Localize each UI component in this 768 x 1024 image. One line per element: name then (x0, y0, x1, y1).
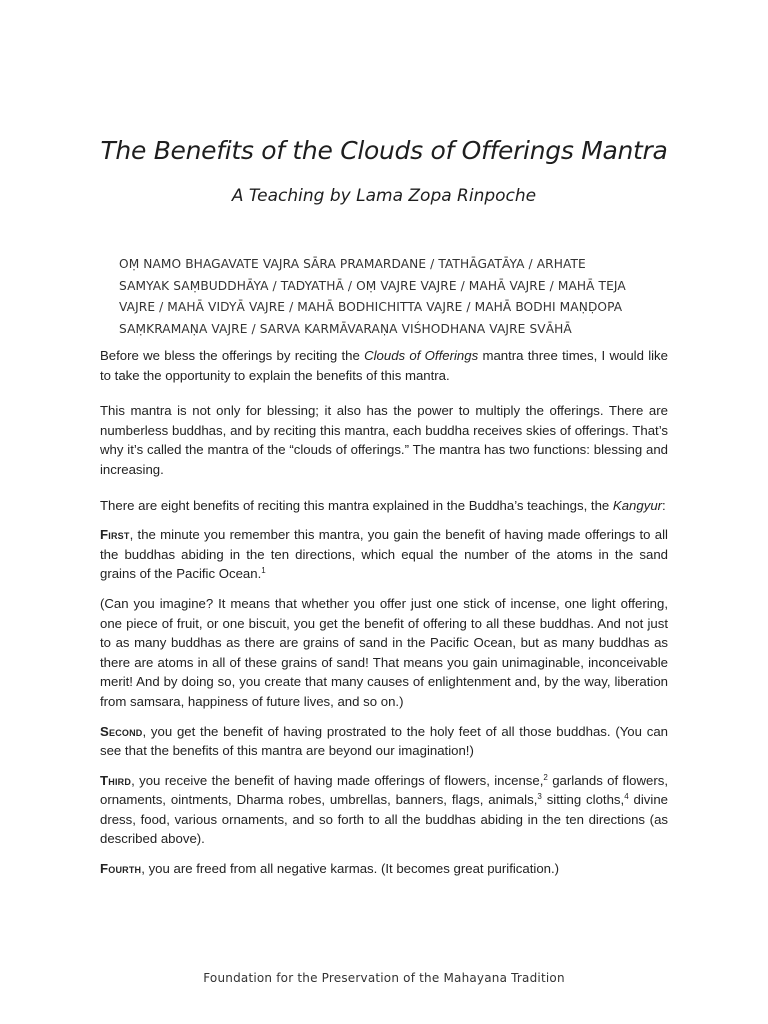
page-subtitle: A Teaching by Lama Zopa Rinpoche (231, 186, 537, 206)
mantra-line: VAJRE / MAHĀ VIDYĀ VAJRE / MAHĀ BODHICHITTA VAJRE / MAHĀ BODHI MAṆḌOPA (119, 300, 623, 314)
benefit-text: divine dress, food, various ornaments, and so forth to all the buddhas abiding in the ten directions (as described above). (100, 792, 668, 847)
benefit-label: Fourth (100, 861, 142, 877)
benefit-text: , you get the benefit of having prostrated to the holy feet of all those buddhas. (You can see that the benefits of this mantra are beyond our imagination!) (100, 723, 668, 759)
mantra-line: OṂ NAMO BHAGAVATE VAJRA SĀRA PRAMARDANE / TATHĀGATĀYA / ARHATE (119, 257, 586, 271)
intro-text-end: mantra three times, I would like to take the opportunity to explain the benefits of this mantra. (100, 348, 668, 383)
benefit-third (100, 771, 668, 849)
footnote-marker: 1 (261, 566, 266, 576)
intro-paragraph (100, 346, 668, 385)
footnote-marker: 2 (543, 772, 548, 782)
benefit-text: , you receive the benefit of having made offerings of flowers, incense, (131, 772, 544, 788)
benefit-second (100, 722, 668, 761)
benefit-label: Second (100, 723, 143, 739)
kangyur-emphasis: Kangyur (612, 497, 663, 513)
benefit-label: First (100, 527, 130, 543)
benefit-text: sitting cloths, (541, 792, 625, 808)
mantra-block (119, 254, 659, 340)
eight-benefits-paragraph (100, 496, 668, 516)
footnote-marker: 4 (624, 792, 629, 802)
mantra-line: SAṂKRAMAṆA VAJRE / SARVA KARMĀVARAṆA VIŚHODHANA VAJRE SVĀHĀ (119, 321, 572, 336)
benefit-first (100, 525, 668, 584)
benefit-label: Third (100, 772, 132, 788)
footnote-marker: 3 (537, 792, 542, 802)
benefit-text: garlands of flowers, ornaments, ointments, Dharma robes, umbrellas, banners, flags, animals, (100, 772, 668, 808)
benefit-text: , you are freed from all negative karmas. (It becomes great purification.) (141, 861, 560, 877)
benefit-fourth (100, 859, 668, 879)
mantra-name-emphasis: Clouds of Offerings (364, 348, 479, 363)
intro-text: Before we bless the offerings by reciting the (100, 348, 365, 363)
page-footer: Foundation for the Preservation of the Mahayana Tradition (203, 971, 565, 985)
page-title: The Benefits of the Clouds of Offerings Mantra (100, 136, 668, 165)
mantra-line: SAMYAK SAṂBUDDHĀYA / TADYATHĀ / OṂ VAJRE VAJRE / MAHĀ VAJRE / MAHĀ TEJA (119, 278, 626, 293)
benefit-text: , the minute you remember this mantra, you gain the benefit of having made offerings to all the buddhas abiding in the ten directions, which equal the number of the atoms in the sand grains of the Pacific Ocean. (100, 527, 668, 582)
eight-benefits-colon: : (662, 497, 666, 513)
imagine-paragraph: (Can you imagine? It means that whether you offer just one stick of incense, one light offering, one piece of fruit, or one biscuit, you get the benefit of offering to all these buddhas. And not just to as many buddhas as there are grains of sand in the Pacific Ocean, but as many buddhas as there are atoms in all of these grains of sand! That means you gain unimaginable, inconceivable merit! And by doing so, you create that many causes of enlightenment and, by the way, liberation from samsara, happiness of future lives, and so on.) (100, 595, 668, 709)
body-text (100, 346, 668, 889)
multiply-paragraph: This mantra is not only for blessing; it also has the power to multiply the offerings. There are numberless buddhas, and by reciting this mantra, each buddha receives skies of offerings. That’s why it’s called the mantra of the “clouds of offerings.” The mantra has two functions: blessing and increasing. (100, 403, 668, 477)
eight-benefits-text: There are eight benefits of reciting this mantra explained in the Buddha’s teachings, the (100, 497, 613, 513)
